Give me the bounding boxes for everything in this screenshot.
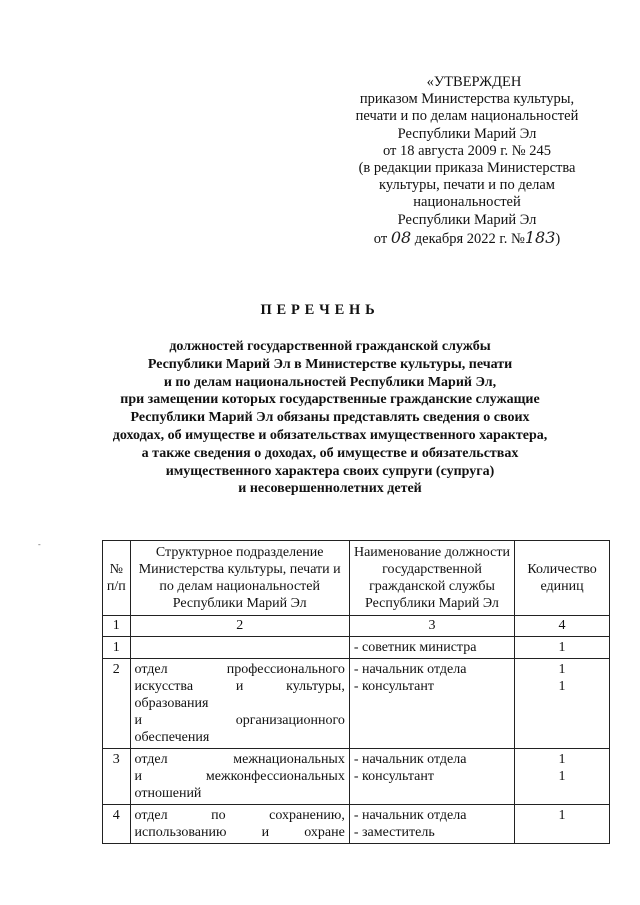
row-num: 4 [103, 805, 131, 844]
date-suffix: ) [555, 230, 561, 247]
row-division [130, 659, 349, 749]
table-row [103, 637, 610, 659]
approval-line: от 18 августа 2009 г. № 245 [382, 142, 552, 159]
division-line: и межконфессиональных [134, 769, 345, 784]
count-item: 1 [558, 679, 566, 694]
header-num: № п/п [103, 541, 131, 616]
table-row [103, 659, 610, 749]
row-num: 2 [103, 659, 131, 749]
row-num: 1 [103, 637, 131, 659]
division-line: и организационного [134, 713, 345, 728]
column-number: 3 [349, 616, 514, 637]
row-positions [349, 637, 514, 659]
count-item: 1 [558, 769, 566, 784]
position-item: - консультант [353, 679, 434, 694]
date-prefix: от [373, 230, 388, 247]
position-item: - начальник отдела [353, 752, 467, 767]
row-counts [515, 659, 610, 749]
subtitle-line: и несовершеннолетних детей [238, 481, 422, 497]
row-counts [515, 805, 610, 844]
document-title: ПЕРЕЧЕНЬ [260, 302, 380, 318]
division-line: отдел по сохранению, [134, 808, 345, 823]
subtitle-line: и по делам национальностей Республики Марий Эл, [163, 374, 497, 390]
row-positions [349, 749, 514, 805]
position-item: - начальник отдела [353, 808, 467, 823]
count-item: 1 [558, 640, 566, 655]
handwritten-order-number: 183 [524, 227, 556, 247]
column-number-row [103, 616, 610, 637]
header-division: Структурное подразделение Министерства культуры, печати и по делам национальностей Республики Марий Эл [130, 541, 349, 616]
row-counts [515, 749, 610, 805]
column-number: 2 [130, 616, 349, 637]
division-line: использованию и охране [134, 825, 345, 840]
approval-line: культуры, печати и по делам [379, 177, 555, 194]
column-number: 4 [515, 616, 610, 637]
table-row [103, 805, 610, 844]
count-item: 1 [558, 752, 566, 767]
column-number: 1 [103, 616, 131, 637]
division-line: отношений [134, 786, 202, 801]
division-line: отдел профессионального [134, 662, 345, 677]
table-header-row [103, 541, 610, 616]
header-position: Наименование должности государственной гражданской службы Республики Марий Эл [349, 541, 514, 616]
header-count: Количество единиц [515, 541, 610, 616]
subtitle-line: имущественного характера своих супруги (супруга) [165, 463, 495, 479]
approval-line: Республики Марий Эл [397, 211, 537, 228]
position-item: - советник министра [353, 640, 477, 655]
date-month-year: декабря 2022 г. № [414, 230, 525, 247]
row-division [130, 805, 349, 844]
approval-block [318, 74, 616, 248]
row-positions [349, 805, 514, 844]
approval-line: Республики Марий Эл [397, 125, 537, 142]
division-line: образования [134, 696, 209, 711]
approval-line: национальностей [413, 194, 521, 211]
position-item: - консультант [353, 769, 434, 784]
subtitle-line: а также сведения о доходах, об имуществе и обязательствах [141, 445, 519, 461]
division-line: обеспечения [134, 730, 210, 745]
approval-line: приказом Министерства культуры, [359, 91, 575, 108]
division-line: искусства и культуры, [134, 679, 345, 694]
approval-line: «УТВЕРЖДЕН [426, 74, 522, 90]
approval-line: печати и по делам национальностей [355, 108, 579, 125]
count-item: 1 [558, 662, 566, 677]
subtitle-line: должностей государственной гражданской службы [169, 339, 491, 354]
stray-mark: - [38, 540, 41, 549]
division-line: отдел межнациональных [134, 752, 345, 767]
count-item: 1 [558, 808, 566, 823]
subtitle-line: Республики Марий Эл в Министерстве культуры, печати [147, 356, 513, 372]
row-positions [349, 659, 514, 749]
subtitle-line: доходах, об имуществе и обязательствах имущественного характера, [112, 427, 548, 443]
positions-table [102, 540, 610, 844]
row-num: 3 [103, 749, 131, 805]
subtitle-line: при замещении которых государственные гражданские служащие [120, 392, 540, 408]
approval-date-line [318, 229, 616, 248]
subtitle-line: Республики Марий Эл обязаны представлять сведения о своих [130, 410, 530, 426]
document-subtitle [100, 338, 560, 498]
row-division [130, 637, 349, 659]
position-item: - начальник отдела [353, 662, 467, 677]
handwritten-day: 08 [390, 227, 412, 247]
approval-line: (в редакции приказа Министерства [358, 160, 576, 177]
row-division [130, 749, 349, 805]
table-row [103, 749, 610, 805]
position-item: - заместитель [353, 825, 435, 840]
row-counts [515, 637, 610, 659]
